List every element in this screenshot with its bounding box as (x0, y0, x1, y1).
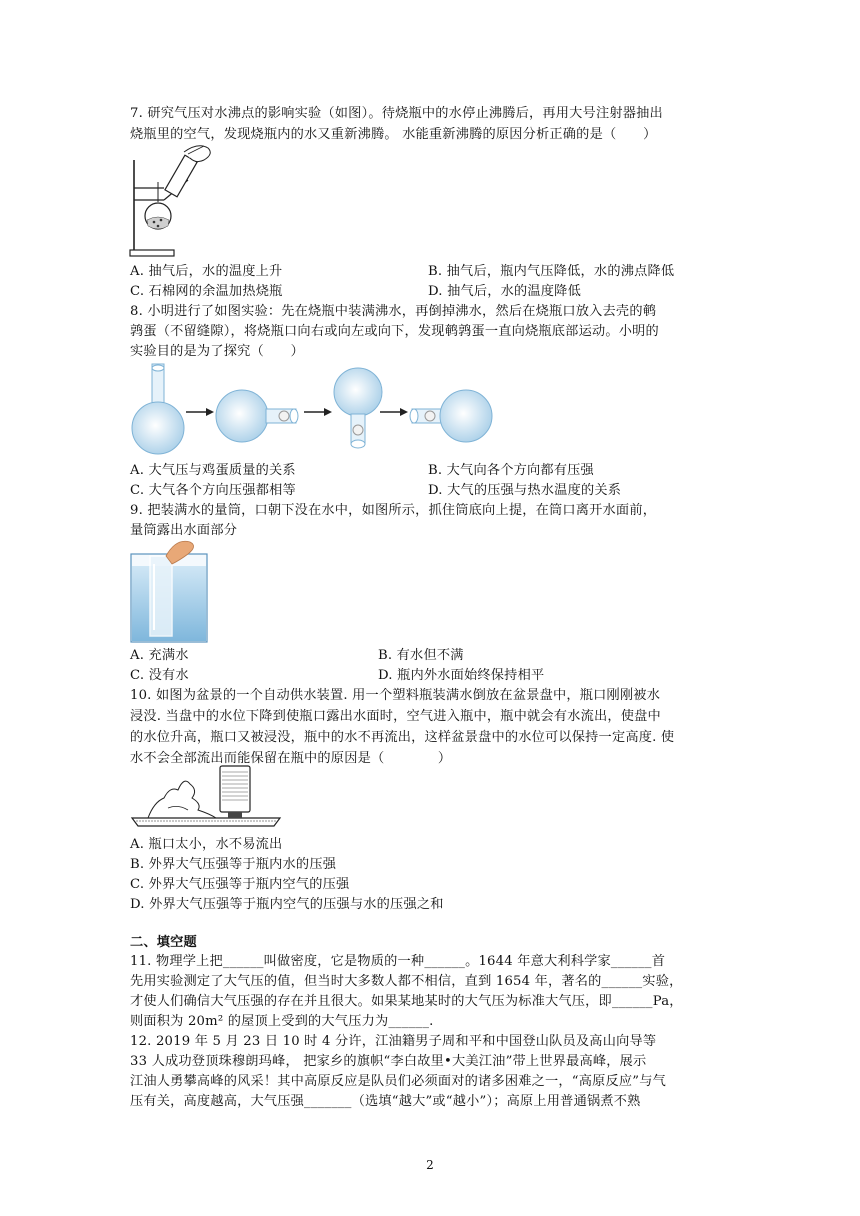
q8-option-d[interactable]: D. 大气的压强与热水温度的关系 (428, 483, 622, 498)
q12-line3: 江油人勇攀高峰的风采！其中高原反应是队员们必须面对的诸多困难之一，“高原反应”与气 (130, 1074, 666, 1089)
q7-stem-line1: 7. 研究气压对水沸点的影响实验（如图）。待烧瓶中的水停止沸腾后，再用大号注射器抽出 (130, 106, 663, 121)
section-heading-fill-in: 二、填空题 (130, 935, 197, 950)
q10-option-a[interactable]: A. 瓶口太小，水不易流出 (130, 837, 283, 852)
q9-option-b[interactable]: B. 有水但不满 (378, 648, 464, 663)
q8-option-b[interactable]: B. 大气向各个方向都有压强 (428, 463, 594, 478)
q12-line1: 12. 2019 年 5 月 23 日 10 时 4 分许，江油籍男子周和平和中国登山队员及高山向导等 (130, 1034, 657, 1049)
q7-option-a[interactable]: A. 抽气后，水的温度上升 (130, 264, 283, 279)
q7-option-d[interactable]: D. 抽气后，水的温度降低 (428, 284, 581, 299)
q9-option-c[interactable]: C. 没有水 (130, 668, 189, 683)
q10-stem-line4: 水不会全部流出而能保留在瓶中的原因是（ ） (130, 751, 452, 766)
q9-stem-line1: 9. 把装满水的量筒，口朝下没在水中，如图所示，抓住筒底向上提，在筒口离开水面前， (130, 503, 657, 518)
q11-line2: 先用实验测定了大气压的值，但当时大多数人都不相信，直到 1654 年，著名的______实验， (130, 974, 683, 989)
page-number: 2 (426, 1158, 434, 1172)
q9-option-a[interactable]: A. 充满水 (130, 648, 189, 663)
q8-stem-line3: 实验目的是为了探究（ ） (130, 344, 305, 359)
q10-bonsai-water-supply-figure (128, 764, 284, 832)
q8-flask-sequence-figure (128, 362, 504, 458)
q9-option-d[interactable]: D. 瓶内外水面始终保持相平 (378, 668, 545, 683)
q7-apparatus-figure (128, 142, 228, 260)
q10-option-c[interactable]: C. 外界大气压强等于瓶内空气的压强 (130, 877, 350, 892)
q8-stem-line1: 8. 小明进行了如图实验：先在烧瓶中装满沸水，再倒掉沸水，然后在烧瓶口放入去壳的鹌 (130, 304, 657, 319)
q7-stem-line2: 烧瓶里的空气，发现烧瓶内的水又重新沸腾。 水能重新沸腾的原因分析正确的是（ ） (130, 127, 657, 142)
q10-option-d[interactable]: D. 外界大气压强等于瓶内空气的压强与水的压强之和 (130, 897, 444, 912)
q12-line2: 33 人成功登顶珠穆朗玛峰， 把家乡的旗帜“李白故里•大美江油”带上世界最高峰，展示 (130, 1054, 647, 1069)
q12-line4: 压有关，高度越高，大气压强_______（选填“越大”或“越小”）；高原上用普通锅煮不熟 (130, 1094, 641, 1109)
q10-option-b[interactable]: B. 外界大气压强等于瓶内水的压强 (130, 857, 337, 872)
q8-option-c[interactable]: C. 大气各个方向压强都相等 (130, 483, 296, 498)
q9-cylinder-in-water-figure (128, 536, 212, 644)
q8-option-a[interactable]: A. 大气压与鸡蛋质量的关系 (130, 463, 296, 478)
q11-line1: 11. 物理学上把______叫做密度，它是物质的一种______。1644 年意大利科学家______首 (130, 954, 666, 969)
q11-line3: 才使人们确信大气压强的存在并且很大。如果某地某时的大气压为标准大气压，即______Pa， (130, 994, 683, 1009)
q10-stem-line2: 浸没. 当盘中的水位下降到使瓶口露出水面时，空气进入瓶中，瓶中就会有水流出，使盘中 (130, 709, 661, 724)
q11-line4: 则面积为 20m² 的屋顶上受到的大气压力为______. (130, 1014, 434, 1029)
q10-stem-line3: 的水位升高，瓶口又被浸没，瓶中的水不再流出，这样盆景盘中的水位可以保持一定高度. 使 (130, 730, 675, 745)
q7-option-c[interactable]: C. 石棉网的余温加热烧瓶 (130, 284, 283, 299)
q8-stem-line2: 鹑蛋（不留缝隙），将烧瓶口向右或向左或向下，发现鹌鹑蛋一直向烧瓶底部运动。小明的 (130, 324, 659, 339)
q9-stem-line2: 量筒露出水面部分 (130, 523, 238, 538)
q7-option-b[interactable]: B. 抽气后，瓶内气压降低，水的沸点降低 (428, 264, 675, 279)
q10-stem-line1: 10. 如图为盆景的一个自动供水装置. 用一个塑料瓶装满水倒放在盆景盘中，瓶口刚刚被水 (130, 688, 661, 703)
